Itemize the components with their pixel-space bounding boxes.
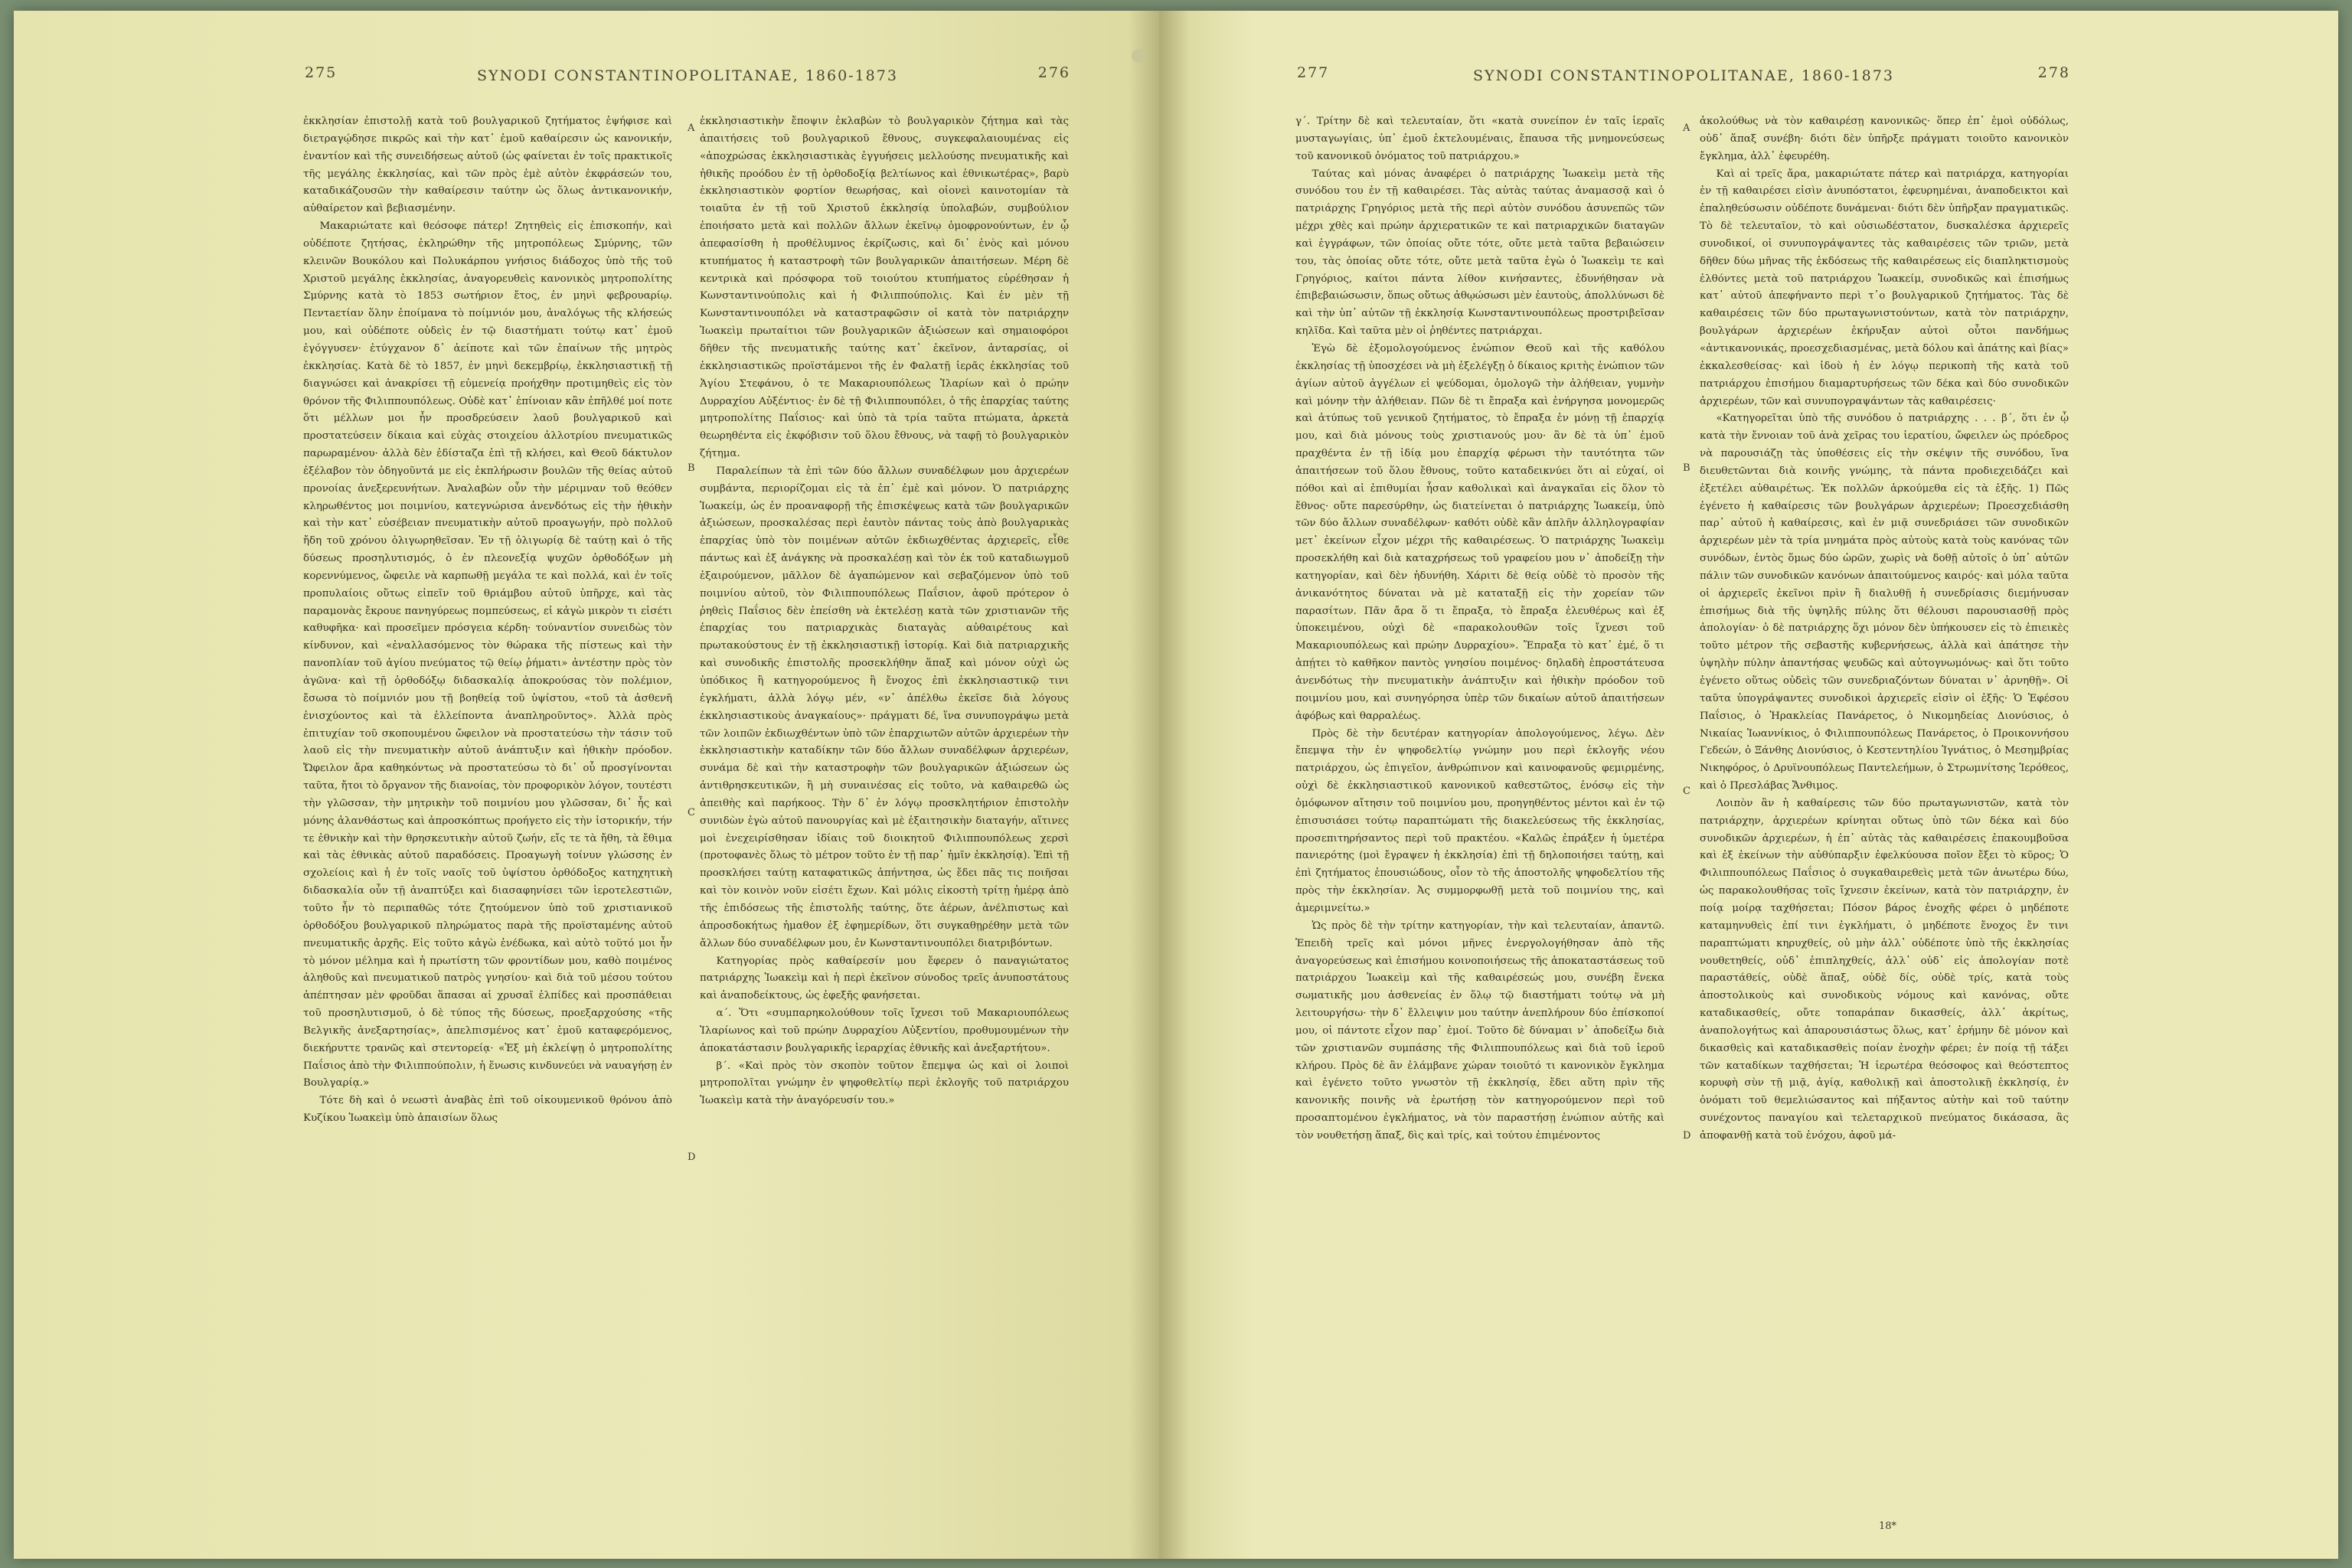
right-page <box>1159 11 2338 1559</box>
paragraph: Καὶ αἱ τρεῖς ἄρα, μακαριώτατε πάτερ καὶ πατριάρχα, κατηγορίαι ἐν τῇ καθαιρέσει εἰσὶν ἀνυπόστατοι, ἐφευρημέναι, ἀναποδεικτοι καὶ ἐπαληθεύσωσιν οὐδέποτε δυνάμεναι· διότι δὲν ὑπῆρξαν πραγματικῶς. Τὸ δὲ τελευταῖον, τὸ καὶ οὐσιωδέστατον, δυσκαλέσκα ἀρχιερεῖς συνοδικοί, οἱ συνυπογράψαντες τὰς καθαιρέσεις τῶν τριῶν, μετὰ δῆθεν δύω μῆνας τῆς ἐκδόσεως τῆς καθαιρέσεως εἰς διαπληκτισμοὺς ἐλθόντες μετὰ τοῦ πατριάρχου Ἰωακείμ, συνοδικῶς καὶ ἐπισήμως κατ᾽ αὐτοῦ ἀπεφήναντο περὶ τ᾽ο βουλγαρικοῦ ζητήματος. Τὰς δὲ καθαιρέσεις τῶν δύο πρωταγωνιστούντων, κατὰ τὸν πατριάρχην, βουλγάρων ἀρχιερέων ἐκήρυξαν αὐτοὶ οὗτοι πανδήμως «ἀντικανονικάς, προεσχεδιασμένας, μετὰ δόλου καὶ ἀπάτης καὶ βίας» ἐκκαλεσθείσας· καὶ ἰδοὺ ἡ ἐν λόγῳ περικοπὴ τῆς κατὰ τοῦ πατριάρχου ἐπισήμου διαμαρτυρήσεως τῶν δέκα καὶ δύο συνοδικῶν ἀρχιερέων, τῶν καὶ συνυπογραψάντων τὰς καθαιρέσεις· <box>1700 168 2069 407</box>
paragraph: Παραλείπων τὰ ἐπὶ τῶν δύο ἄλλων συναδέλφων μου ἀρχιερέων συμβάντα, περιορίζομαι εἰς τὰ ἐπ᾽ ἐμὲ καὶ μόνον. Ὁ πατριάρχης Ἰωακείμ, ὡς ἐν προαναφορῇ τῆς ἐπισκέψεως κατὰ τῶν βουλγαρικῶν ἀξιώσεων, προσκαλέσας περὶ ἑαυτὸν πάντας τοὺς ἀπὸ βουλγαρικὰς ἐπαρχίας ὑπὸ τὸν ποιμένων αὐτῶν ἐκδιωχθέντας ἀρχιερεῖς, εἶθε πάντως καὶ ἐξ ἀνάγκης νὰ προσκαλέσῃ καὶ τὸν ἐκ τοῦ καταδιωγμοῦ ἐξαιρούμενον, μᾶλλον δὲ ἀγαπώμενον καὶ σεβαζόμενον ὑπὸ τοῦ ποιμνίου αὐτοῦ, τὸν Φιλιππουπόλεως Παΐσιον, ἀφοῦ πρότερον ὁ ῥηθεὶς Παΐσιος δὲν ἐπείσθη νὰ ἐκτελέσῃ κατὰ τῶν χριστιανῶν τῆς ἐπαρχίας του πατριαρχικὰς διαταγὰς αὐθαιρέτους καὶ πρωτακούστους ἐν τῇ ἐκκλησιαστικῇ ἱστορίᾳ. Καὶ διὰ πατριαρχικῆς καὶ συνοδικῆς ἐπιστολῆς προσεκλήθην ἅπαξ καὶ μόνον οὐχὶ ὡς ὑπόδικος ἢ κατηγορούμενος ἢ ἔνοχος ἐπὶ ἐκκλησιαστικῷ τινι ἐγκλήματι, ἀλλὰ λόγῳ μέν, «ν᾽ ἀπέλθω ἐκεῖσε διὰ λόγους ἐκκλησιαστικοὺς ἀναγκαίους»· πράγματι δέ, ἵνα συνυπογράψω μετὰ τῶν λοιπῶν ἐκδιωχθέντων ὑπὸ τῶν ἐπαρχιωτῶν αὐτῶν ἀρχιερέων τὴν ἐκκλησιαστικὴν καταδίκην τῶν δύο ἄλλων συναδέλφων ἀρχιερέων, συνάμα δὲ καὶ τὴν καταστροφὴν τῶν βουλγαρικῶν ἀξιώσεων ὡς ἀντιθρησκευτικῶν, ἢ μὴ συναινέσας εἰς τοῦτο, νὰ καθαιρεθῶ ὡς ἀπειθὴς καὶ παρήκοος. Τὴν δ᾽ ἐν λόγῳ προσκλητήριον ἐπιστολὴν συνιδὼν ἐγὼ αὐτοῦ πανουργίας καὶ μὲ ἐξαιτησικὴν διαταγήν, αἵτινες μοὶ ἐνεχειρίσθησαν ἰδίαις τοῦ διοικητοῦ Φιλιππουπόλεως χερσὶ (προτοφανὲς ὅλως τὸ μέτρον τοῦτο ἐν τῇ παρ᾽ ἡμῖν ἐκκλησίᾳ). Ἐπὶ τῇ προσκλήσει ταύτῃ καταφατικῶς ἀπήντησα, ὡς ἔδει πᾶς τις ποιῆσαι καὶ τὸν κοινὸν νοῦν εἰσέτι ἔχων. Καὶ μόλις εἰκοστὴ τρίτῃ ἡμέρᾳ ἀπὸ τῆς ἐπιδόσεως τῆς ἐπιστολῆς ταύτης, ὅτε ἀέρων, ἀνέλπιστως καὶ ἀπροσδοκήτως ἠμαθον ἐξ ἐφημερίδων, ὅτι συγκαθῃρέθην μετὰ τῶν ἄλλων δύο συναδέλφων μου, ἐν Κωνσταντινουπόλει διατριβόντων. <box>700 465 1069 949</box>
paragraph: ἐκκλησιαστικὴν ἔποψιν ἐκλαβὼν τὸ βουλγαρικὸν ζήτημα καὶ τὰς ἀπαιτήσεις τοῦ βουλγαρικοῦ ἔθνους, συγκεφαλαιουμένας εἰς «ἀποχρώσας ἐκκλησιαστικὰς ἐγγυήσεις μελλούσης πνευματικῆς καὶ ἠθικῆς προόδου ἐν τῇ ὀρθοδοξίᾳ βελτίωνος καὶ ἐθνικωτέρας», βαρὺ ἐκκλησιαστικὸν φορτίον θεωρήσας, καὶ οἰονεὶ καινοτομίαν τὰ τοιαῦτα ἐν τῇ τοῦ Χριστοῦ ἐκκλησίᾳ ὑπολαβών, συμβούλιον ἐποιήσατο μετὰ καὶ πολλῶν ἄλλων ἐκεῖνῳ ὁμοφρονούντων, ἐν ᾧ ἀπεφασίσθη ἡ προθέλυμνος ἐκρίζωσις, καὶ δι᾽ ἑνὸς καὶ μόνου κτυπήματος ἡ καταστροφὴ τῶν βουλγαρικῶν ἀπαιτήσεων. Μέρη δὲ κεντρικὰ καὶ πρόσφορα τοῦ τοιούτου κτυπήματος εὑρέθησαν ἡ Κωνσταντινούπολις καὶ ἡ Φιλιππούπολις. Καὶ ἐν μὲν τῇ Κωνσταντινουπόλει νὰ καταστραφῶσιν οἱ κατὰ τὸν πατριάρχην Ἰωακεὶμ πρωταίτιοι τῶν βουλγαρικῶν ἀξιώσεων καὶ σημαιοφόροι δῆθεν τῆς πνευματικῆς ταύτης κατ᾽ ἐκεῖνον, ἀνταρσίας, οἱ ἐκκλησιαστικῶς προϊστάμενοι τῆς ἐν Φαλατῇ ἱερᾶς ἐκκλησίας τοῦ Ἁγίου Στεφάνου, ὁ τε Μακαριουπόλεως Ἱλαρίων καὶ ὁ πρώην Δυρραχίου Αὐξέντιος· ἐν δὲ τῇ Φιλιππουπόλει, ὁ τῆς ἐπαρχίας ταύτης μητροπολίτης Παΐσιος· καὶ ὑπὸ τὰ τρία ταῦτα πτώματα, ἀρκετὰ θεωρηθέντα εἰς ἐκφόβισιν τοῦ ὅλου ἔθνους, νὰ ταφῇ τὸ βουλγαρικὸν ζήτημα. <box>700 116 1069 460</box>
page-number: 275 <box>305 64 338 81</box>
left-page <box>14 11 1159 1559</box>
signature-mark: 18* <box>1879 1521 1897 1532</box>
book-spread <box>14 11 2338 1559</box>
running-header-right <box>1297 64 2070 95</box>
paragraph: Ἐγὼ δὲ ἐξομολογούμενος ἐνώπιον Θεοῦ καὶ τῆς καθόλου ἐκκλησίας τῇ ὑποσχέσει νὰ μὴ ἐξελέγξῃ ὁ δίκαιος κριτὴς ἐνώπιον τῶν ἁγίων αὐτοῦ ἀγγέλων εἰ ψεύδομαι, ὁμολογῶ τὴν ἀλήθειαν, γυμνὴν καὶ μόνην τὴν ἀλήθειαν. Πῶν δὲ τι ἔπραξα καὶ ἐνήργησα μονομερῶς καὶ ἀτύπως τοῦ γενικοῦ ζητήματος, τὸ ἔπραξα ἐν μόνῃ τῇ ἐπαρχίᾳ μου, καὶ διὰ μόνους τοὺς χριστιανούς μου· ἂν δὲ τὰ ὑπ᾽ ἐμοῦ πραχθέντα ἐν τῇ ἰδίᾳ μου ἐπαρχίᾳ φέρωσι τὴν ταυτότητα τῶν ἀπαιτήσεων τοῦ ὅλου ἔθνους, τοῦτο καταδεικνύει ὅτι αἱ εὐχαί, οἱ πόθοι καὶ αἱ ἐπιθυμίαι ἦσαν καθολικαὶ καὶ ἀναγκαῖαι εἰς ὅλον τὸ ἔθνος· οὔτε παρεσύρθην, ὡς διατείνεται ὁ πατριάρχης Ἰωακείμ, ὑπὸ τῶν δύο ἄλλων συναδέλφων· καθότι οὐδὲ κἂν ἀπλῆν ἀλληλογραφίαν μετ᾽ ἐκείνων εἶχον μέχρι τῆς καθαιρέσεως. Ὁ πατριάρχης Ἰωακεὶμ προσεκλήθη καὶ διὰ καταχρήσεως τοῦ γραφείου μου ν᾽ ἀποδείξῃ τὴν κατηγορίαν, καὶ δὲν ἠδυνήθη. Χάριτι δὲ θείᾳ οὐδὲ τὸ προσὸν τῆς ἀνικανότητος δύναται νὰ μὲ καταταξῇ εἰς τὴν χορείαν τῶν παρασίτων. Πᾶν ἄρα ὅ τι ἔπραξα, τὸ ἔπραξα ἐλευθέρως καὶ ἐξ ὑποκειμένου, οὐχὶ δὲ «παρακολουθῶν τοῖς ἴχνεσι τοῦ Μακαριουπόλεως καὶ πρώην Δυρραχίου». Ἔπραξα τὸ κατ᾽ ἐμέ, ὅ τι ἀπῄτει τὸ καθῆκον παντὸς γνησίου ποιμένος· δηλαδὴ ἐπροστάτευσα ἀνενδότως τὴν πνευματικὴν ἀνάπτυξιν καὶ ἠθικὴν πρόοδον τοῦ ποιμνίου μου, καὶ συνηγόρησα ὑπὲρ τῶν δικαίων αὐτοῦ ἀπαιτήσεων ἀφόβως καὶ θαρραλέως. <box>1295 342 1664 722</box>
margin-letter: A <box>1683 122 1690 134</box>
margin-letter: C <box>688 807 695 818</box>
paragraph: «Κατηγορεῖται ὑπὸ τῆς συνόδου ὁ πατριάρχης . . . β΄, ὅτι ἐν ᾧ κατὰ τὴν ἔννοιαν τοῦ ἀνὰ χεῖρας του ἱερατίου, ὤφειλεν ὡς πρόεδρος νὰ παρουσιάζῃ τὰς ὑποθέσεις εἰς τὴν σκέψιν τῆς συνόδου, ἵνα διευθετῶνται διὰ κοινῆς γνώμης, τὰ πάντα προδιεχειδάζει καὶ ἐξετέλει αὐθαιρέτως. Ἐκ πολλῶν ἀρκούμεθα εἰς τὰ ἑξῆς. 1) Πῶς ἐγένετο ἡ καθαίρεσις τῶν βουλγάρων ἀρχιερέων; Προεσχεδιάσθη παρ᾽ αὐτοῦ ἡ καθαίρεσις, καὶ ἐν μιᾷ συνεδριάσει τῶν συνοδικῶν ἀρχιερέων μὲν τὰ τρία μνημάτα πρὸς αὐτοὺς κατὰ τοὺς κανόνας τῶν συνόδων, ἐντὸς ὅμως δύο ὡρῶν, χωρὶς νὰ δοθῇ αὐτοῖς ὁ ὑπ᾽ αὐτῶν πάλιν τῶν συνοδικῶν κανόνων ἀπαιτούμενος καιρός· καὶ μόλα ταῦτα οἱ ἀρχιερεῖς ἐκεῖνοι πρὶν ἢ διαλυθῇ ἡ συνεδρίασις διεμήνυσαν ἐπισήμως διὰ τῆς ὑψηλῆς πύλης ὅτι θέλουσι παρουσιασθῇ πρὸς ἀπολογίαν· ὁ δὲ πατριάρχης ὅχι μόνον δὲν ὑπήκουσεν εἰς τὸ ἐπιεικὲς τοῦτο μέτρον τῆς σεβαστῆς κυβερνήσεως, ἀλλὰ καὶ ἀπάτησε τὴν ὑψηλὴν πύλην ἀπαντήσας ψευδῶς καὶ αὐτογνωμόνως· καὶ ὅτι τοῦτο ἐγένετο οὕτως οὐδεὶς τῶν συνεδριαζόντων δύναται ν᾽ ἀρνηθῇ». Οἱ ταῦτα ὑπογράψαντες συνοδικοὶ ἀρχιερεῖς εἰσὶν οἱ ἑξῆς· Ὁ Ἐφέσου Παΐσιος, ὁ Ἡρακλείας Πανάρετος, ὁ Νικομηδείας Διονύσιος, ὁ Νικαίας Ἰωαννίκιος, ὁ Φιλιππουπόλεως Πανάρετος, ὁ Προικοννήσου Γεδεών, ὁ Ξάνθης Διονύσιος, ὁ Κεστεντηλίου Ἰγνάτιος, ὁ Μεσημβρίας Νικηφόρος, ὁ Δρυϊνουπόλεως Παντελεήμων, ὁ Στρωμνίτσης Ἱερόθεος, καὶ ὁ Πρεσλάβας Ἄνθιμος. <box>1700 413 2069 792</box>
text-columns <box>1295 113 2069 1513</box>
page-number: 277 <box>1297 64 1330 81</box>
paragraph: ἀκολούθως νὰ τὸν καθαιρέσῃ κανονικῶς· ὅπερ ἐπ᾽ ἐμοὶ οὐδόλως, οὐδ᾽ ἅπαξ συνέβη· διότι δὲν ὑπῆρξε πράγματι τοιοῦτο κανονικὸν ἔγκλημα, ἀλλ᾽ ἐφευρέθη. <box>1700 116 2069 162</box>
margin-letter: B <box>688 462 695 474</box>
text-column-1 <box>303 113 672 1513</box>
paragraph: Λοιπὸν ἂν ἡ καθαίρεσις τῶν δύο πρωταγωνιστῶν, κατὰ τὸν πατριάρχην, ἀρχιερέων κρίνηται οὕτως ὑπὸ τῶν δέκα καὶ δύο συνοδικῶν ἀρχιερέων, ἡ ἐπ᾽ αὐτὰς τὰς καθαιρέσεις ἐπακουμβοῦσα καὶ ἐξ ἐκείνων τὴν αὐθύπαρξιν ἐφελκύουσα ποῖον ἔξει τὸ κῦρος; Ὁ Φιλιππουπόλεως Παΐσιος ὁ συγκαθαιρεθεὶς μετὰ τῶν ἀνωτέρω δύω, ὡς παρακολουθήσας τοῖς ἴχνεσιν ἐκείνων, κατὰ τὸν πατριάρχην, ἐν ποίᾳ μοίρᾳ ταχθήσεται; Πόσον βάρος ἐνοχῆς φέρει ὁ μηδέποτε καταμηνυθεὶς ἐπί τινι ἐγκλήματι, ὁ μηδέποτε ἔνοχος ἔν τινι παραπτώματι κηρυχθείς, οὐ μὴν ἀλλ᾽ οὐδέποτε ὑπὸ τῆς ἐκκλησίας νουθετηθείς, οὐδ᾽ ἐπιπληχθείς, ἀλλ᾽ οὐδ᾽ εἰς ἀπολογίαν ποτὲ παραστάθείς, οὐδὲ ἅπαξ, οὐδὲ δίς, οὐδὲ τρίς, κατὰ τοὺς ἀποστολικοὺς καὶ συνοδικοὺς νόμους καὶ κανόνας, οὔτε καταδικασθείς, οὔτε τοπαράπαν δικασθείς, ἀλλ᾽ ἀκρίτως, ἀναπολογήτως καὶ ἀπαρουσιάστως ὅλως, κατ᾽ ἐρήμην δὲ μόνον καὶ δικασθεὶς καὶ καταδικασθεὶς ποίαν ἐνοχὴν φέρει; ἐν ποίᾳ τῇ τάξει τῶν καταδίκων ταχθήσεται; Ἡ ἱερωτέρα θεόσοφος καὶ θεόστεπτος κορυφὴ σὺν τῇ μιᾷ, ἁγίᾳ, καθολικῇ καὶ ἀποστολικῇ ἐκκλησίᾳ, ἐν ὀνόματι τοῦ θεμελιώσαντος καὶ πήξαντος αὐτὴν καὶ τοῦ ταύτην συνέχοντος παναγίου καὶ τελεταρχικοῦ πνεύματος δικάσασα, ἂς ἀποφανθῇ κατὰ τοῦ ἐνόχου, ἀφοῦ μά- <box>1700 797 2069 1142</box>
paragraph: γ΄. Τρίτην δὲ καὶ τελευταίαν, ὅτι «κατὰ συνείπον ἐν ταῖς ἱεραῖς μυσταγωγίαις, ὑπ᾽ ἐμοῦ ἐκτελουμέναις, ἔπαυσα τῆς μνημονεύσεως τοῦ κανονικοῦ ὀνόματος τοῦ πατριάρχου.» <box>1295 116 1664 162</box>
paragraph: β΄. «Καὶ πρὸς τὸν σκοπὸν τοῦτον ἔπεμψα ὡς καὶ οἱ λοιποὶ μητροπολῖται γνώμην ἐν ψηφοθελτίῳ περὶ ἐκλογῆς τοῦ πατριάρχου Ἰωακεὶμ κατὰ τὴν ἀναγόρευσίν του.» <box>700 1060 1069 1107</box>
text-columns <box>303 113 1069 1513</box>
margin-letter: B <box>1683 462 1690 474</box>
margin-letter: C <box>1683 786 1690 797</box>
paragraph: Πρὸς δὲ τὴν δευτέραν κατηγορίαν ἀπολογούμενος, λέγω. Δὲν ἔπεμψα τὴν ἐν ψηφοδελτίῳ γνώμην μου περὶ ἐκλογῆς νέου πατριάρχου, ὡς ἐπιγεῖον, ἀνθρώπινον καὶ καινοφανοῦς φεμιρμένης, οὐχὶ δὲ ἐκκλησιαστικοῦ κανονικοῦ καθεστῶτος, ἐνόσῳ εἰς τὴν ὁμόφωνον αἴτησιν τοῦ ποιμνίου μου, προηγηθέντος μέντοι καὶ ἐν τῷ ἐπισυσιάσει τούτῳ παραπτώματι τῆς διακελεύσεως τῆς ἐκκλησίας, προσεπιτηρήσαντος περὶ τοῦ πρακτέου. «Καλῶς ἐπράξεν ἡ ὑμετέρα πανιερότης (μοὶ ἔγραψεν ἡ ἐκκλησία) ἐπὶ τῇ δηλοποιήσει ταύτῃ, καὶ ἐπὶ ζητήματος ἐπουσιώδους, οἷον τὸ τῆς ἀποστολῆς ψηφοδελτίου τῆς πρὸς τὴν ἐκκλησίαν. Ἀς συμμορφωθῇ μετὰ τοῦ ποιμνίου της, καὶ ἀμεριμνείτω.» <box>1295 727 1664 914</box>
gutter-shadow <box>1129 11 1159 1559</box>
page-number: 276 <box>1037 64 1070 81</box>
text-column-2 <box>1700 113 2069 1513</box>
margin-letter: A <box>688 122 695 134</box>
paragraph: α΄. Ὅτι «συμπαρηκολούθουν τοῖς ἴχνεσι τοῦ Μακαριουπόλεως Ἱλαρίωνος καὶ τοῦ πρώην Δυρραχίου Αὐξεντίου, προθυμουμένων τὴν ἀποκατάστασιν βουλγαρικῆς ἱεραρχίας ἐθνικῆς καὶ ἀνεξαρτήτου». <box>700 1008 1069 1054</box>
paragraph: Ταύτας καὶ μόνας ἀναφέρει ὁ πατριάρχης Ἰωακεὶμ μετὰ τῆς συνόδου του ἐν τῇ καθαιρέσει. Τὰς αὐτὰς ταύτας ἀναμασσᾷ καὶ ὁ πατριάρχης Γρηγόριος μετὰ τῆς περὶ αὐτὸν συνόδου ἀσυνεπῶς τῶν μέχρι χθὲς καὶ πρώην ἀρχιερατικῶν τε καὶ πατριαρχικῶν διαταγῶν καὶ ἐγγράφων, τῶν ὁποίας οὔτε τότε, οὔτε μετὰ ταῦτα βεβαιώσειν του, τὰς ὁποίας οὔτε τότε, οὔτε μετὰ ταῦτα ἐγὼ ὁ Ἰωακεὶμ τε καὶ Γρηγόριος, καίτοι πάντα λίθον κινήσαντες, ἐδυνήθησαν νὰ ἐπιβεβαιώσωσιν, ὅπως οὔτως ἀθῳώσωσι μὲν ἑαυτοὺς, ἀπολλύνωσι δὲ καὶ τὴν ὑπ᾽ αὐτῶν τῇ ἐκκλησίᾳ Κωνσταντινουπόλεως προστριβεῖσαν κηλῖδα. Καὶ ταῦτα μὲν οἱ ῥηθέντες πατριάρχαι. <box>1295 168 1664 338</box>
margin-letter: D <box>688 1152 696 1163</box>
paragraph: ἐκκλησίαν ἐπιστολῇ κατὰ τοῦ βουλγαρικοῦ ζητήματος ἐψήφισε καὶ διετραγῴδησε πικρῶς καὶ τὴν κατ᾽ ἐμοῦ καθαίρεσιν ὡς κανονικήν, ἐναντίον καὶ τῆς συνειδήσεως αὐτοῦ (ὡς φαίνεται ἐν τοῖς πρακτικοῖς τῆς μεγάλης ἐκκλησίας, καὶ τῶν πρὸς ἐμὲ αὐτὸν ἐκφράσεών του, καταδικάζουσῶν τὴν καθαίρεσιν ταύτην ὡς ὅλως ἀντικανονικήν, αὐθαίρετον καὶ βεβιασμένην. <box>303 116 672 215</box>
text-column-1 <box>1295 113 1664 1513</box>
running-header-left <box>305 64 1070 95</box>
margin-letter: D <box>1683 1130 1691 1142</box>
page-number: 278 <box>2037 64 2070 81</box>
text-column-2 <box>700 113 1069 1513</box>
running-title: SYNODI CONSTANTINOPOLITANAE, 1860-1873 <box>1473 67 1894 84</box>
paragraph: Τότε δὴ καὶ ὁ νεωστὶ ἀναβὰς ἐπὶ τοῦ οἰκουμενικοῦ θρόνου ἀπὸ Κυζίκου Ἰωακεὶμ ὑπὸ ἀπαισίων ὅλως <box>303 1095 672 1125</box>
paragraph: Κατηγορίας πρὸς καθαίρεσίν μου ἔφερεν ὁ παναγιώτατος πατριάρχης Ἰωακεὶμ καὶ ἡ περὶ ἐκεῖνον σύνοδος τρεῖς ἀνυποστάτους καὶ ἀναποδείκτους, ὡς ἐφεξῆς φανήσεται. <box>700 955 1069 1002</box>
running-title: SYNODI CONSTANTINOPOLITANAE, 1860-1873 <box>477 67 898 84</box>
page-stain <box>1132 49 1145 63</box>
paragraph: Μακαριώτατε καὶ θεόσοφε πάτερ! Ζητηθεὶς εἰς ἐπισκοπήν, καὶ οὐδέποτε ζητήσας, ἐκληρώθην τῆς μητροπόλεως Σμύρνης, τῶν κλεινῶν Βουκόλου καὶ Πολυκάρπου γνήσιος διάδοχος ὑπὸ τῆς τοῦ Χριστοῦ μεγάλης ἐκκλησίας, ἀναγορευθεὶς κανονικὸς μητροπολίτης Σμύρνης κατὰ τὸ 1853 σωτήριον ἔτος, ἐν μηνὶ φεβρουαρίῳ. Πεντaετίαν ὅλην ἐποίμανα τὸ ποίμνιόν μου, ἀναλόγως τῆς κλήσεώς μου, καὶ οὐδέποτε οὐδεὶς ἐν τῷ διαστήματι τούτῳ κατ᾽ ἐμοῦ ἐγόγγυσεν· ἐτύγχανον δ᾽ ἀείποτε καὶ τῶν ἐπαίνων τῆς μητρὸς ἐκκλησίας. Κατὰ δὲ τὸ 1857, ἐν μηνὶ δεκεμβρίῳ, ἐκκλησιαστικῇ τῇ διαγνώσει καὶ ἀνακρίσει τῇ εὐμενείᾳ προήχθην προτιμηθεὶς εἰς τὸν θρόνον τῆς Φιλιππουπόλεως. Οὐδὲ κατ᾽ ἐπίνοιαν κἂν ἐπῆλθέ μοί ποτε ὅτι μέλλων μοι ἦν προσδρεύσειν λαοῦ βουλγαρικοῦ καὶ προστατεύσειν δίκαια καὶ εὐχὰς στοιχείου ἀλλοτρίου πνευματικῶς παρωραμένου· ἀλλὰ δὲν ἐδίσταζα ἐπὶ τῇ κλήσει, καὶ Θεοῦ δάκτυλον ἐξέλαβον τὸν ὁδηγοῦντά με εἰς ἐκπλήρωσιν βουλῶν τῆς θείας αὐτοῦ προνοίας ἀνεξερευνήτων. Ἀναλαβὼν οὖν τὴν μέριμναν τοῦ θεόθεν κληρωθέντος μοι ποιμνίου, κατεγνώρισα ἀνενδότως εἰς τὴν ἠθικὴν καὶ τὴν κατ᾽ εὐσέβειαν πνευματικὴν αὐτοῦ προαγωγήν, πρὸ πολλοῦ ἤδη τοῦ χρόνου ὀλιγωρηθεῖσαν. Ἐν τῇ ὀλιγωρίᾳ δὲ ταύτῃ καὶ ὁ τῆς δύσεως προσηλυτισμός, ὁ ἐν πλεονεξίᾳ ψυχῶν ὀρθοδόξων μὴ κορεννύμενος, ὤφειλε νὰ καρπωθῇ μεγάλα τε καὶ πολλά, καὶ ἐν τοῖς προπυλαίοις οὕτως εἰπεῖν τοῦ θριάμβου αὐτοῦ ὑπῆρχε, καὶ τὰς παραμονὰς ἔκρουε πανηγύρεως πομπεύσεως, εἰ κἀγὼ μικρὸν τι εἰσέτι καθυφῆκα· καὶ προσεῖμεν πρόσγεια κέρδη· τούναντίον συνειδὼς τὸν κίνδυνον, καὶ «ἐναλλασόμενος τὸν θώρακα τῆς πίστεως καὶ τὴν πανοπλίαν τοῦ ἁγίου πνεύματος τῷ θείῳ ῥήματι» ἀντέστην πρὸς τὸν ἀγῶνα· καὶ τῇ ὀρθοδόξῳ διδασκαλίᾳ ἀποκρούσας τὸν πολέμιον, ἔσωσα τὸ ποίμνιόν μου τῇ βοηθείᾳ τοῦ ὑψίστου, «τοῦ τὰ ἀσθενῆ ἐνισχύοντος καὶ τὰ ἐλλείποντα ἀναπληροῦντος». Ἀλλὰ πρὸς ἐπιτυχίαν τοῦ σκοπουμένου ὤφειλον νὰ προστατεύσω τὴν τάσιν τοῦ λαοῦ εἰς τὴν πνευματικὴν αὐτοῦ ἀνάπτυξιν καὶ ἠθικὴν πρόοδον. Ὤφειλον ἄρα καθηκόντως νὰ προστατεύσω τὸ δι᾽ οὗ προσγίνονται ταῦτα, ἤτοι τὸ ὄργανον τῆς διανοίας, τὸν προφορικὸν λόγον, τουτέστι τὴν γλῶσσαν, τὴν μητρικὴν τοῦ ποιμνίου μου γλῶσσαν, δι᾽ ἧς καὶ μόνης ἀλανθάστως καὶ ἀπροσκόπτως προήγετο εἰς τὴν ἱστορικήν, τήν τε ἐθνικὴν καὶ τὴν θρησκευτικὴν αὐτοῦ ζωήν, εἴς τε τὰ ἤθη, τὰ ἔθιμα καὶ τὰς ἐθνικὰς αὐτοῦ παραδόσεις. Προαγωγὴ τοίνυν γλώσσης ἐν σχολείοις καὶ ἡ ἐν τοῖς ναοῖς τοῦ ὑψίστου ὀρθόδοξος κατηχητικὴ διδασκαλία οὖν τῇ ἀναπτύξει καὶ διασαφηνίσει τῶν ἱεροτελεστιῶν, τοῦτο ἦν τὸ περιπαθῶς τότε ζητούμενον ὑπὸ τοῦ χριστιανικοῦ ὀρθοδόξου βουλγαρικοῦ πληρώματος παρὰ τῆς προϊσταμένης αὐτοῦ πνευματικῆς ἀρχῆς. Εἰς τοῦτο κἀγὼ ἐνέδωκα, καὶ αὐτὸ τοῦτό μοι ἦν τὸ μόνον μέλημα καὶ ἡ πρωτίστη τῶν φροντίδων μου, καθὸ ποιμένος ἀληθοῦς καὶ πνευματικοῦ πατρὸς γνησίου· καὶ διὰ τοῦ μέσου τούτου ἀπέπτησαν μὲν φροῦδαι ἅπασαι αἱ χρυσαῖ ἐλπίδες καὶ προσπάθειαι τοῦ προσηλυτισμοῦ, ὁ δὲ τύπος τῆς δύσεως, προεξαρχούσης «τῆς Βελγικῆς ἀνεξαρτησίας», ἀπελπισμένος κατ᾽ ἐμοῦ καταφερόμενος, διεκήρυττε τρανῶς καὶ στεντορείᾳ· «Ἐξ μὴ ἐκλείψῃ ὁ μητροπολίτης Παΐσιος ἀπὸ τὴν Φιλιππούπολιν, ἡ ἕνωσις κινδυνεύει νὰ ναυαγήσῃ ἐν Βουλγαρίᾳ.» <box>303 220 672 1089</box>
gutter-shadow <box>1159 11 1190 1559</box>
paragraph: Ὡς πρὸς δὲ τὴν τρίτην κατηγορίαν, τὴν καὶ τελευταίαν, ἀπαντῶ. Ἐπειδὴ τρεῖς καὶ μόνοι μῆνες ἐνεργολογήθησαν ἀπὸ τῆς ἀναγορεύσεως καὶ ἐπισήμου κοινοποιήσεως τῆς ἀποκαταστάσεως τοῦ πατριάρχου Ἰωακεὶμ καὶ τῆς καθαιρέσεώς μου, συνέβη ἕνεκα σωματικῆς μου ἀσθενείας ἐν ὅλῳ τῷ διαστήματι τούτῳ νὰ μὴ λειτουργήσω· τὴν δ᾽ ἔλλειψιν μου ταύτην ἀνεπλήρουν δύο ἐπίσκοποί μου, οἱ πάντοτε εἶχον παρ᾽ ἐμοί. Τοῦτο δὲ δύναμαι ν᾽ ἀποδείξω διὰ τῶν χριστιανῶν συμπάσης τῆς Φιλιππουπόλεως καὶ διὰ τοῦ ἱεροῦ κλήρου. Πρὸς δὲ ἂν ἐλάμβανε χώραν τοιοῦτό τι κανονικὸν ἔγκλημα καὶ ἐγένετο τοῦτο γνωστὸν τῇ ἐκκλησίᾳ, ἔδει αὕτη πρὶν τῆς κανονικῆς ποινῆς νὰ ἐρωτήσῃ τὸν κατηγορούμενον περὶ τοῦ προσαπτομένου ἐγκλήματος, νὰ τὸν παραστήσῃ ἐνώπιον αὐτῆς καὶ τὸν νουθετήσῃ ἅπαξ, δὶς καὶ τρίς, καὶ τούτου ἐπιμένοντος <box>1295 920 1664 1142</box>
